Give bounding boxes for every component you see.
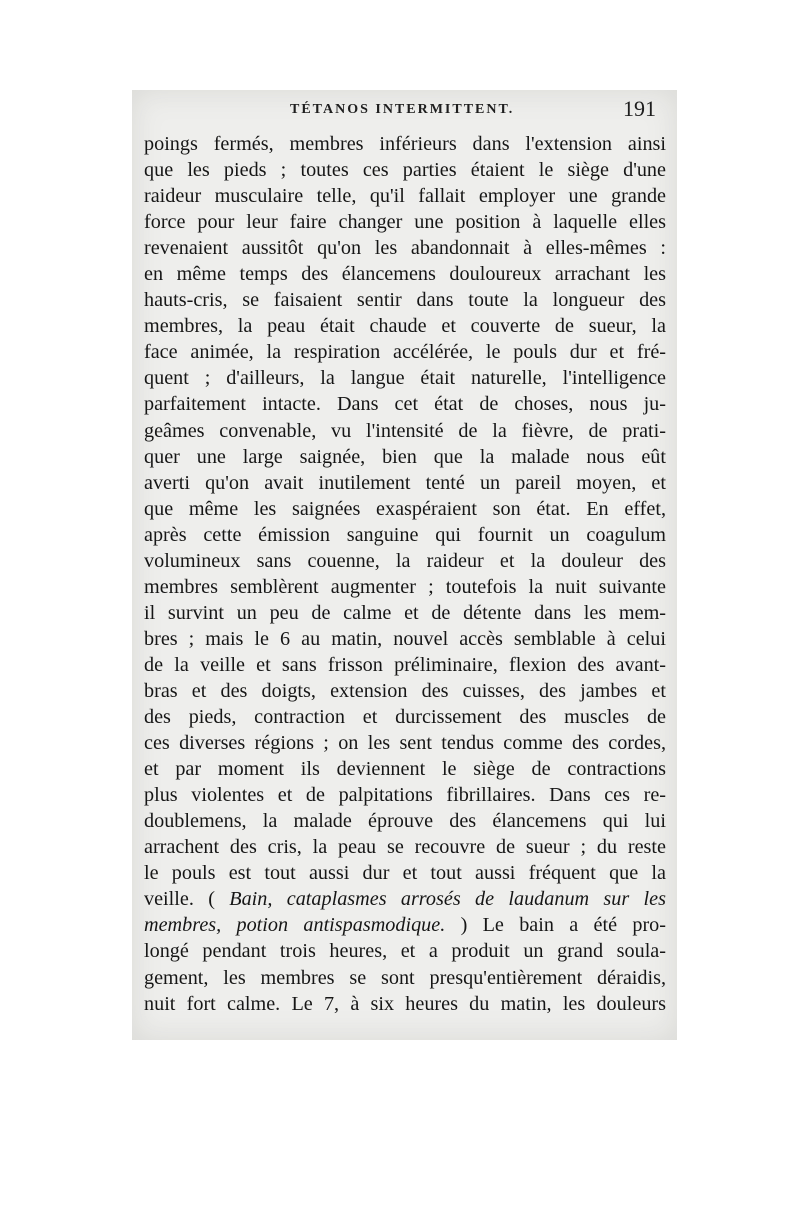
text-line: que même les saignées exaspéraient son état. En effet,: [144, 497, 666, 520]
text-line: force pour leur faire changer une position à laquelle elles: [144, 211, 666, 234]
text-line: bras et des doigts, extension des cuisses, des jambes et: [144, 679, 666, 702]
text-line: [144, 886, 666, 912]
text-line: quer une large saignée, bien que la malade nous eût: [144, 445, 666, 468]
running-head: [140, 98, 660, 126]
text-line: en même temps des élancemens douloureux arrachant les: [144, 263, 666, 286]
text-line: plus violentes et de palpitations fibrillaires. Dans ces re-: [144, 784, 666, 807]
text-line: gement, les membres se sont presqu'entièrement déraidis,: [144, 966, 666, 989]
text-line: hauts-cris, se faisaient sentir dans toute la longueur des: [144, 289, 666, 312]
body-text: [144, 131, 666, 1017]
text-line: [144, 912, 666, 938]
text-line: et par moment ils deviennent le siège de contractions: [144, 758, 666, 781]
text-line: face animée, la respiration accélérée, le pouls dur et fré-: [144, 341, 666, 364]
text-line: volumineux sans couenne, la raideur et la douleur des: [144, 549, 666, 572]
text-line: revenaient aussitôt qu'on les abandonnait à elles-mêmes :: [144, 237, 666, 260]
text-line: averti qu'on avait inutilement tenté un pareil moyen, et: [144, 471, 666, 494]
italic-fragment: membres, potion antispasmodique.: [144, 914, 446, 937]
text-line: après cette émission sanguine qui fournit un coagulum: [144, 523, 666, 546]
text-line: membres semblèrent augmenter ; toutefois la nuit suivante: [144, 575, 666, 598]
italic-fragment: Bain, cataplasmes arrosés de laudanum sur les: [229, 888, 666, 911]
text-line: bres ; mais le 6 au matin, nouvel accès semblable à celui: [144, 627, 666, 650]
text-fragment: ) Le bain a été pro-: [445, 914, 666, 937]
text-line: quent ; d'ailleurs, la langue était naturelle, l'intelligence: [144, 367, 666, 390]
page-number: 191: [623, 96, 656, 121]
text-line: longé pendant trois heures, et a produit un grand soula-: [144, 940, 666, 963]
text-line: des pieds, contraction et durcissement des muscles de: [144, 706, 666, 729]
running-title: TÉTANOS INTERMITTENT.: [290, 102, 515, 117]
text-fragment: veille. (: [144, 888, 230, 911]
text-line: poings fermés, membres inférieurs dans l'extension ainsi: [144, 133, 666, 155]
text-line: parfaitement intacte. Dans cet état de choses, nous ju-: [144, 393, 666, 416]
text-line: nuit fort calme. Le 7, à six heures du matin, les douleurs: [144, 992, 666, 1015]
text-line: raideur musculaire telle, qu'il fallait employer une grande: [144, 185, 666, 208]
text-line: que les pieds ; toutes ces parties étaient le siège d'une: [144, 159, 666, 182]
text-line: arrachent des cris, la peau se recouvre de sueur ; du reste: [144, 836, 666, 859]
text-line: ces diverses régions ; on les sent tendus comme des cordes,: [144, 732, 666, 755]
text-line: doublemens, la malade éprouve des élancemens qui lui: [144, 810, 666, 833]
text-line: geâmes convenable, vu l'intensité de la fièvre, de prati-: [144, 419, 666, 442]
text-line: de la veille et sans frisson préliminaire, flexion des avant-: [144, 653, 666, 676]
text-line: le pouls est tout aussi dur et tout aussi fréquent que la: [144, 862, 666, 885]
text-line: membres, la peau était chaude et couverte de sueur, la: [144, 315, 666, 338]
text-line: il survint un peu de calme et de détente dans les mem-: [144, 601, 666, 624]
